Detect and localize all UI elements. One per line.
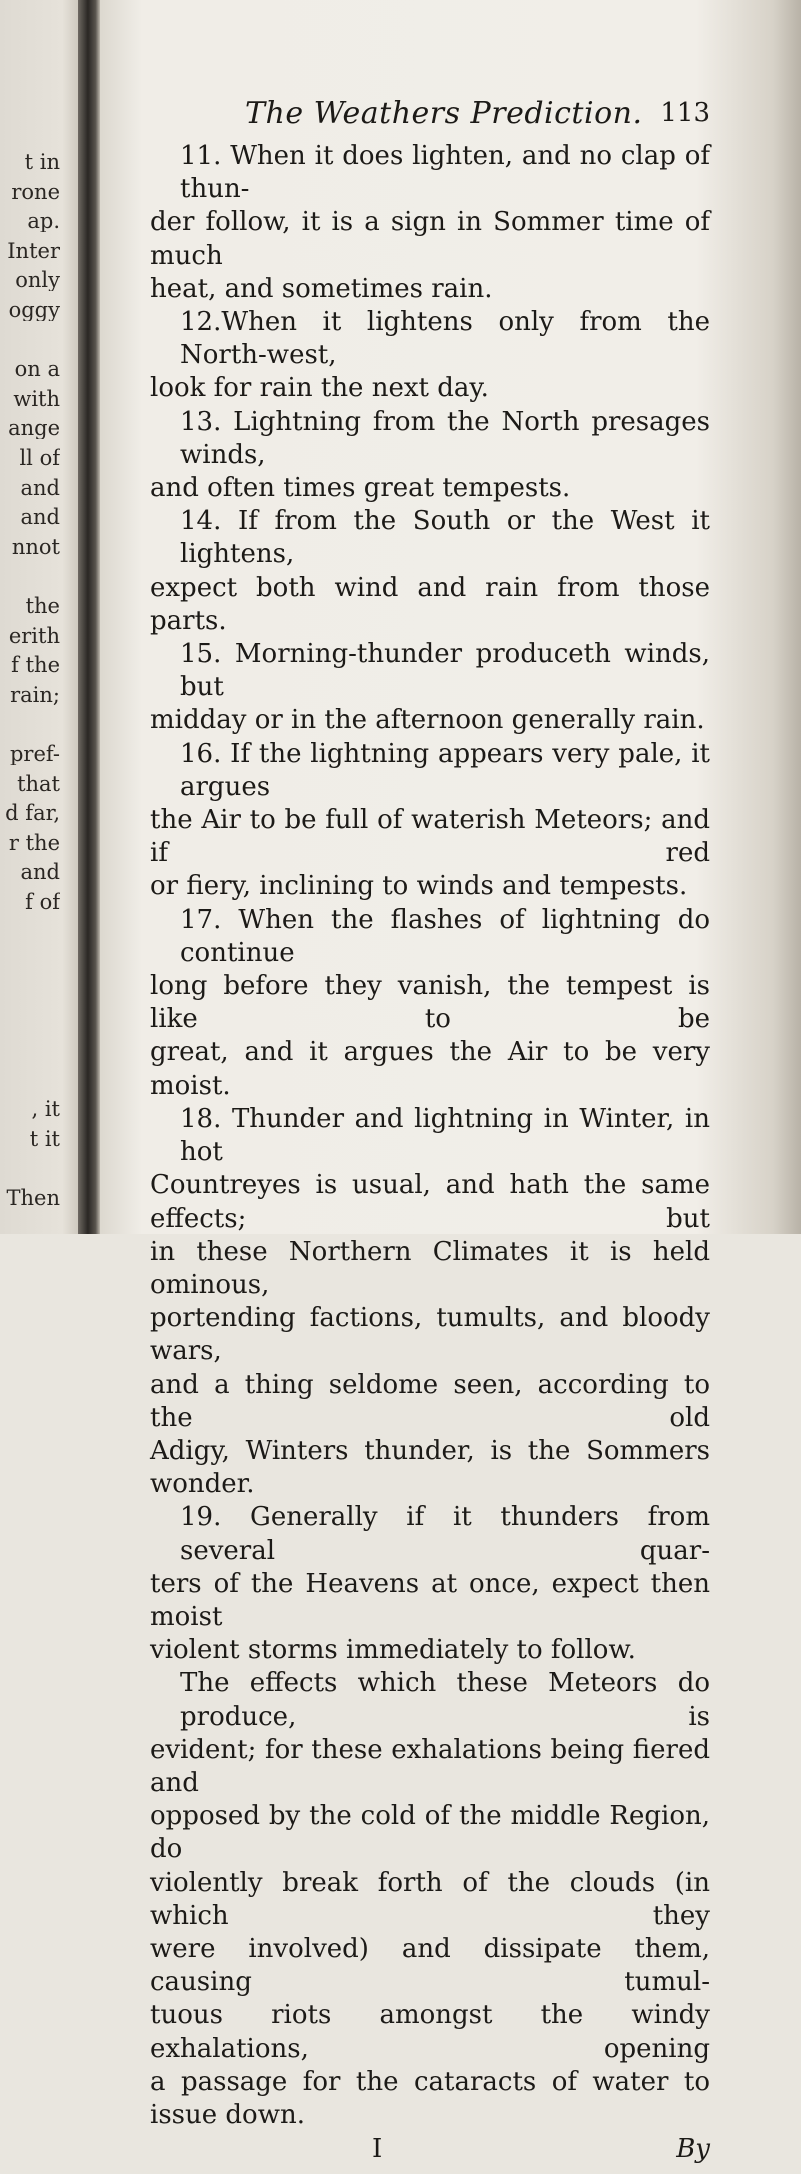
text-line: heat, and sometimes rain. xyxy=(150,273,493,304)
facing-page-fragment: t in xyxy=(24,152,60,173)
facing-page-fragment: f the xyxy=(11,655,60,677)
text-line: violent storms immediately to follow. xyxy=(150,1635,636,1666)
facing-page-fragment: that xyxy=(17,773,60,795)
paragraph xyxy=(150,638,710,738)
paragraph xyxy=(150,1667,710,2132)
facing-page-fragment: rone xyxy=(11,181,60,203)
text-line: ters of the Heavens at once, expect then moist xyxy=(150,1568,710,1632)
paragraph xyxy=(150,406,710,506)
body-text xyxy=(150,140,710,2132)
facing-page-fragment: ange xyxy=(8,418,60,440)
facing-page-fragment: Then xyxy=(6,1188,60,1209)
text-line: portending factions, tumults, and bloody wars, xyxy=(150,1303,710,1367)
text-line: or fiery, inclining to winds and tempests. xyxy=(150,871,688,902)
facing-page-fragment: ap. xyxy=(27,211,60,233)
paragraph xyxy=(150,505,710,638)
paragraph xyxy=(150,1103,710,1501)
facing-page-fragment: only xyxy=(15,270,60,292)
catchword: By xyxy=(676,2134,710,2165)
text-line: and often times great tempests. xyxy=(150,473,571,504)
text-line: 17. When the flashes of lightning do continue xyxy=(180,904,710,968)
text-line: 16. If the lightning appears very pale, it argues xyxy=(180,738,710,802)
text-line: Countreyes is usual, and hath the same effects; but xyxy=(150,1170,710,1234)
text-block xyxy=(150,96,710,2174)
facing-page-fragment: and xyxy=(20,477,60,499)
facing-page-fragment: and xyxy=(20,862,60,884)
text-line: were involved) and dissipate them, causing tumul- xyxy=(150,1933,710,1998)
text-line: look for rain the next day. xyxy=(150,373,489,404)
text-line: tuous riots amongst the windy exhalations, opening xyxy=(150,2000,710,2064)
text-line: expect both wind and rain from those parts. xyxy=(150,572,710,636)
page-header-title: The Weathers Prediction. xyxy=(245,96,643,131)
text-line: great, and it argues the Air to be very moist. xyxy=(150,1037,710,1101)
text-line: 13. Lightning from the North presages winds, xyxy=(180,406,710,470)
facing-page-fragment: f of xyxy=(25,892,60,913)
paragraph xyxy=(150,904,710,1103)
text-line: 19. Generally if it thunders from several quar- xyxy=(180,1502,710,1566)
paragraph xyxy=(150,1501,710,1667)
facing-page-fragment: ll of xyxy=(19,448,60,469)
text-line: in these Northern Climates it is held ominous, xyxy=(150,1236,710,1300)
signature-mark: I xyxy=(372,2134,383,2165)
text-line: 18. Thunder and lightning in Winter, in hot xyxy=(180,1103,710,1168)
paragraph xyxy=(150,738,710,904)
facing-page-fragment: pref- xyxy=(9,744,60,765)
book-gutter xyxy=(78,0,100,1234)
facing-page-fragment: with xyxy=(13,388,60,410)
text-line: 12.When it lightens only from the North-west, xyxy=(180,307,710,371)
text-line: long before they vanish, the tempest is like to be xyxy=(150,971,710,1035)
facing-page-fragment: d far, xyxy=(5,803,60,825)
facing-page-fragment: and xyxy=(20,507,60,529)
facing-page-fragment: rain; xyxy=(10,684,60,706)
text-line: 14. If from the South or the West it lightens, xyxy=(180,506,710,570)
facing-page-fragment: oggy xyxy=(8,300,60,321)
facing-page-fragment: the xyxy=(25,596,60,617)
text-line: The effects which these Meteors do produce, is xyxy=(180,1668,710,1732)
catchword-row xyxy=(150,2134,710,2174)
text-line: violently break forth of the clouds (in which they xyxy=(150,1867,710,1931)
facing-page-fragment: Inter xyxy=(7,240,60,262)
text-line: Adigy, Winters thunder, is the Sommers wonder. xyxy=(150,1435,710,1500)
running-head xyxy=(150,96,710,132)
page-number: 113 xyxy=(660,98,710,128)
paragraph xyxy=(150,306,710,406)
facing-page-fragment: on a xyxy=(14,359,60,381)
text-line: the Air to be full of waterish Meteors; and if red xyxy=(150,805,710,869)
text-line: and a thing seldome seen, according to the old xyxy=(150,1369,710,1433)
facing-page-fragment: nnot xyxy=(11,536,60,558)
facing-page-fragment: erith xyxy=(8,625,60,647)
text-line: 15. Morning-thunder produceth winds, but xyxy=(180,639,710,703)
paragraph xyxy=(150,140,710,306)
text-line: opposed by the cold of the middle Region, do xyxy=(150,1801,710,1865)
facing-page-strip xyxy=(0,0,78,1234)
facing-page-fragment: , it xyxy=(31,1099,60,1121)
text-line: evident; for these exhalations being fiered and xyxy=(150,1734,710,1798)
text-line: der follow, it is a sign in Sommer time of much xyxy=(150,207,710,271)
text-line: 11. When it does lighten, and no clap of thun- xyxy=(180,141,710,205)
facing-page-fragment: t it xyxy=(29,1128,60,1150)
text-line: midday or in the afternoon generally rain. xyxy=(150,705,705,736)
facing-page-fragment: r the xyxy=(8,832,60,854)
text-line: a passage for the cataracts of water to issue down. xyxy=(150,2066,710,2130)
